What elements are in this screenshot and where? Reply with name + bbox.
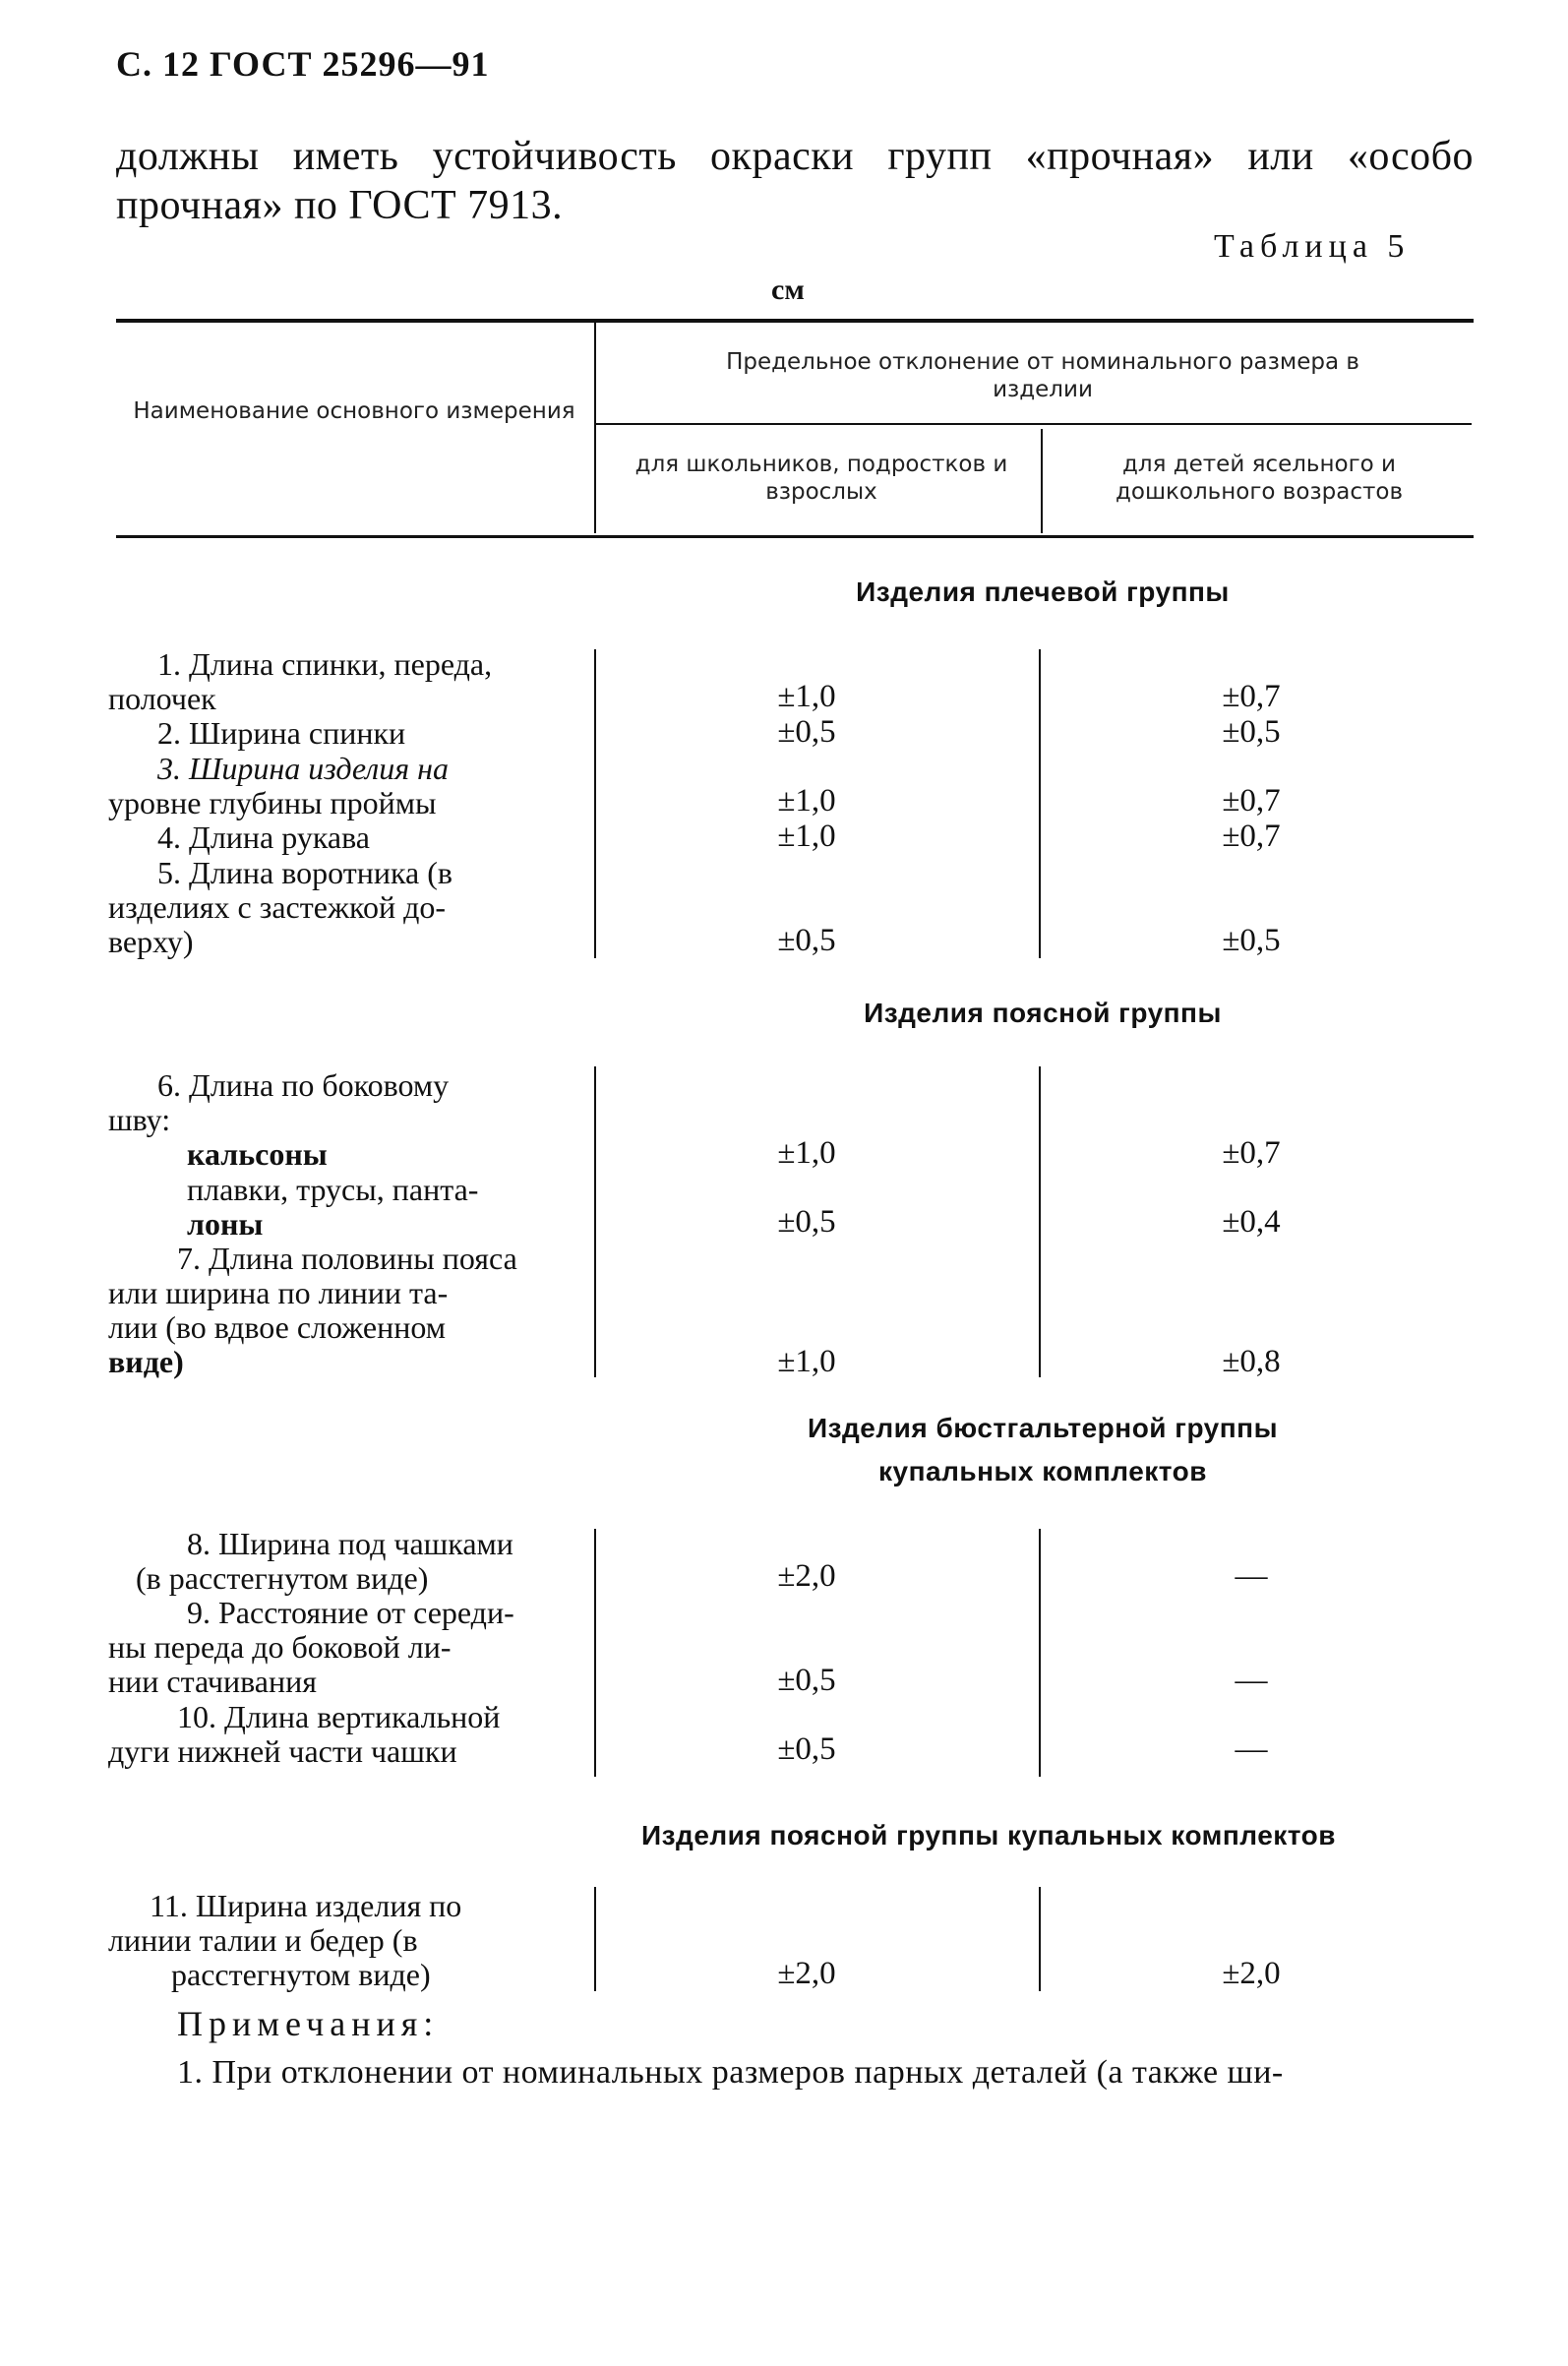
row-1-name: 1. Длина спинки, переда, полочек: [108, 646, 493, 716]
row-10-name: 10. Длина вертикальной дуги нижней части чашки: [108, 1699, 501, 1769]
section1-divider-b: [1039, 649, 1041, 958]
column-header-adults: для школьников, подростков и взрослых: [634, 452, 1008, 505]
row-2-adults: ±0,5: [777, 714, 836, 750]
row-8-name: 8. Ширина под чашками (в расстегнутом виде): [136, 1526, 513, 1596]
row-3-name: 3. Ширина изделия на уровне глубины проймы: [108, 751, 449, 820]
row-2-children: ±0,5: [1222, 714, 1281, 750]
section3-divider-b: [1039, 1529, 1041, 1777]
table-unit: см: [771, 273, 805, 306]
row-7-name: 7. Длина половины пояса или ширина по линии та- лии (во вдвое сложенном виде): [108, 1241, 517, 1379]
row-7-adults: ±1,0: [777, 1344, 836, 1379]
row-8-adults: ±2,0: [777, 1558, 836, 1594]
header-divider-cols: [1041, 429, 1043, 533]
row-2-name: 2. Ширина спинки: [157, 715, 406, 751]
row-4-children: ±0,7: [1222, 819, 1281, 854]
row-4-adults: ±1,0: [777, 819, 836, 854]
row-9-children: —: [1235, 1663, 1268, 1698]
notes-title: Примечания:: [177, 2004, 440, 2043]
row-11-name: 11. Ширина изделия по линии талии и бедер (в расстегнутом виде): [108, 1888, 462, 1992]
column-header-name: Наименование основного измерения: [133, 398, 575, 424]
row-3-children: ±0,7: [1222, 783, 1281, 819]
table-label: Таблица 5: [1214, 228, 1411, 265]
section2-divider-b: [1039, 1066, 1041, 1377]
section-title-shoulder: Изделия плечевой группы: [856, 576, 1230, 607]
row-6b-children: ±0,4: [1222, 1204, 1281, 1240]
row-6a-children: ±0,7: [1222, 1135, 1281, 1171]
section-title-bra: Изделия бюстгальтерной группы: [807, 1413, 1278, 1443]
table-top-rule: [116, 319, 1474, 323]
note-1: 1. При отклонении от номинальных размеров парных деталей (а также ши-: [177, 2054, 1284, 2091]
section-title-waist: Изделия поясной группы: [864, 998, 1222, 1028]
row-1-children: ±0,7: [1222, 679, 1281, 714]
row-8-children: —: [1235, 1558, 1268, 1594]
row-10-children: —: [1235, 1731, 1268, 1767]
page-header: С. 12 ГОСТ 25296—91: [116, 44, 490, 84]
column-header-children: для детей ясельного и дошкольного возрастов: [1115, 452, 1404, 505]
section-title-bra-cont: купальных комплектов: [878, 1456, 1207, 1486]
row-6b-adults: ±0,5: [777, 1204, 836, 1240]
row-5-adults: ±0,5: [777, 923, 836, 958]
row-5-children: ±0,5: [1222, 923, 1281, 958]
row-9-adults: ±0,5: [777, 1663, 836, 1698]
section1-divider-a: [594, 649, 596, 958]
section4-divider-b: [1039, 1887, 1041, 1991]
column-header-deviation: Предельное отклонение от номинального размера в изделии: [726, 349, 1359, 402]
row-6-name: 6. Длина по боковому шву:: [108, 1067, 450, 1137]
section3-divider-a: [594, 1529, 596, 1777]
header-bottom-rule: [116, 535, 1474, 538]
row-6a-adults: ±1,0: [777, 1135, 836, 1171]
row-11-children: ±2,0: [1222, 1956, 1281, 1991]
row-7-children: ±0,8: [1222, 1344, 1281, 1379]
row-3-adults: ±1,0: [777, 783, 836, 819]
row-9-name: 9. Расстояние от середи- ны переда до боковой ли- нии стачивания: [108, 1595, 514, 1699]
row-5-name: 5. Длина воротника (в изделиях с застежкой до- верху): [108, 855, 452, 959]
intro-paragraph: должны иметь устойчивость окраски групп «прочная» или «особо прочная» по ГОСТ 7913.: [116, 134, 1474, 228]
section4-divider-a: [594, 1887, 596, 1991]
section-title-swim-waist: Изделия поясной группы купальных комплектов: [641, 1820, 1336, 1850]
section2-divider-a: [594, 1066, 596, 1377]
header-mid-rule: [596, 423, 1472, 425]
row-4-name: 4. Длина рукава: [157, 819, 370, 855]
row-6a-name: кальсоны: [187, 1136, 328, 1172]
header-divider-name: [594, 323, 596, 533]
row-10-adults: ±0,5: [777, 1731, 836, 1767]
row-6b-name: плавки, трусы, панта- лоны: [187, 1172, 479, 1242]
row-11-adults: ±2,0: [777, 1956, 836, 1991]
row-1-adults: ±1,0: [777, 679, 836, 714]
